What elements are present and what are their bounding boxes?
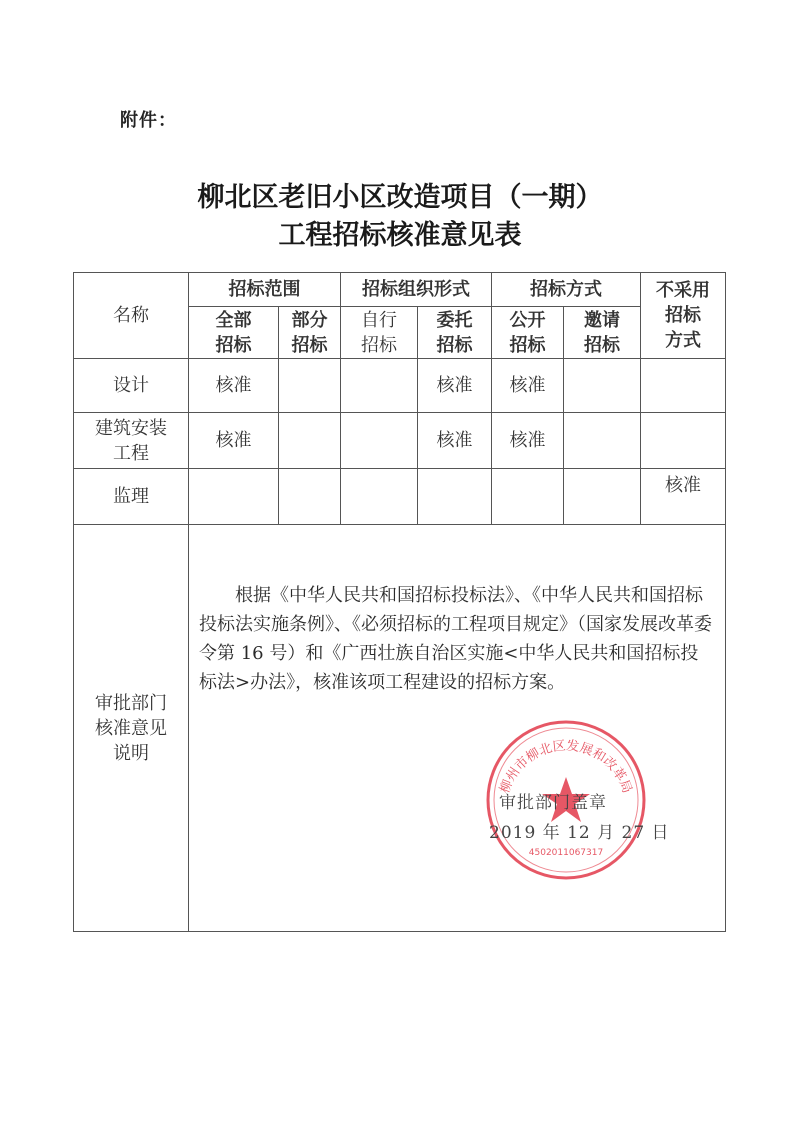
table-cell (189, 469, 279, 525)
table-cell (279, 359, 341, 413)
table-cell (341, 359, 418, 413)
subheader-open-bidding: 公开 招标 (492, 307, 564, 359)
table-cell (564, 359, 641, 413)
table-row (74, 359, 726, 413)
document-title-line2: 工程招标核准意见表 (278, 220, 522, 251)
opinion-label: 审批部门 核准意见 说明 (74, 525, 189, 932)
table-cell: 核准 (189, 359, 279, 413)
table-cell (341, 469, 418, 525)
header-bidding-scope: 招标范围 (189, 273, 341, 307)
table-cell (418, 469, 492, 525)
header-no-bidding: 不采用 招标 方式 (641, 273, 726, 359)
table-cell (564, 413, 641, 469)
name-header: 名称 (74, 273, 189, 359)
subheader-entrusted-bidding: 委托 招标 (418, 307, 492, 359)
table-row (74, 413, 726, 469)
seal-code: 4502011067317 (528, 848, 604, 858)
subheader-partial-bidding: 部分 招标 (279, 307, 341, 359)
subheader-full-bidding: 全部 招标 (189, 307, 279, 359)
header-bidding-method: 招标方式 (492, 273, 641, 307)
table-cell (564, 469, 641, 525)
header-bidding-organization: 招标组织形式 (341, 273, 492, 307)
opinion-text: 根据《中华人民共和国招标投标法》、《中华人民共和国招标投标法实施条例》、《必须招标的工程项目规定》（国家发展改革委令第 16 号）和《广西壮族自治区实施<中华人民共和国招标投标法>办法》，核准该项工程建设的招标方案。 (199, 585, 712, 693)
table-row (74, 469, 726, 525)
approval-department-seal-label: 审批部门盖章 (499, 793, 607, 813)
table-cell (492, 469, 564, 525)
subheader-self-bidding: 自行 招标 (341, 307, 418, 359)
opinion-row (74, 525, 726, 932)
table-cell: 核准 (189, 413, 279, 469)
table-cell (341, 413, 418, 469)
subheader-invited-bidding: 邀请 招标 (564, 307, 641, 359)
approval-table (73, 272, 726, 932)
attachment-label: 附件： (120, 110, 177, 131)
table-cell: 核准 (641, 469, 726, 525)
table-cell: 核准 (492, 359, 564, 413)
table-cell (279, 469, 341, 525)
row-name-construction: 建筑安装 工程 (74, 413, 189, 469)
row-name-design: 设计 (74, 359, 189, 413)
seal-text: 柳州市柳北区发展和改革局 (497, 738, 635, 796)
table-cell (641, 359, 726, 413)
document-title-line1: 柳北区老旧小区改造项目（一期） (197, 182, 603, 213)
approval-date: 2019 年 12 月 27 日 (489, 823, 670, 843)
table-cell: 核准 (418, 413, 492, 469)
table-cell (279, 413, 341, 469)
table-cell: 核准 (492, 413, 564, 469)
opinion-cell (189, 525, 726, 932)
row-name-supervision: 监理 (74, 469, 189, 525)
table-cell: 核准 (418, 359, 492, 413)
table-cell (641, 413, 726, 469)
